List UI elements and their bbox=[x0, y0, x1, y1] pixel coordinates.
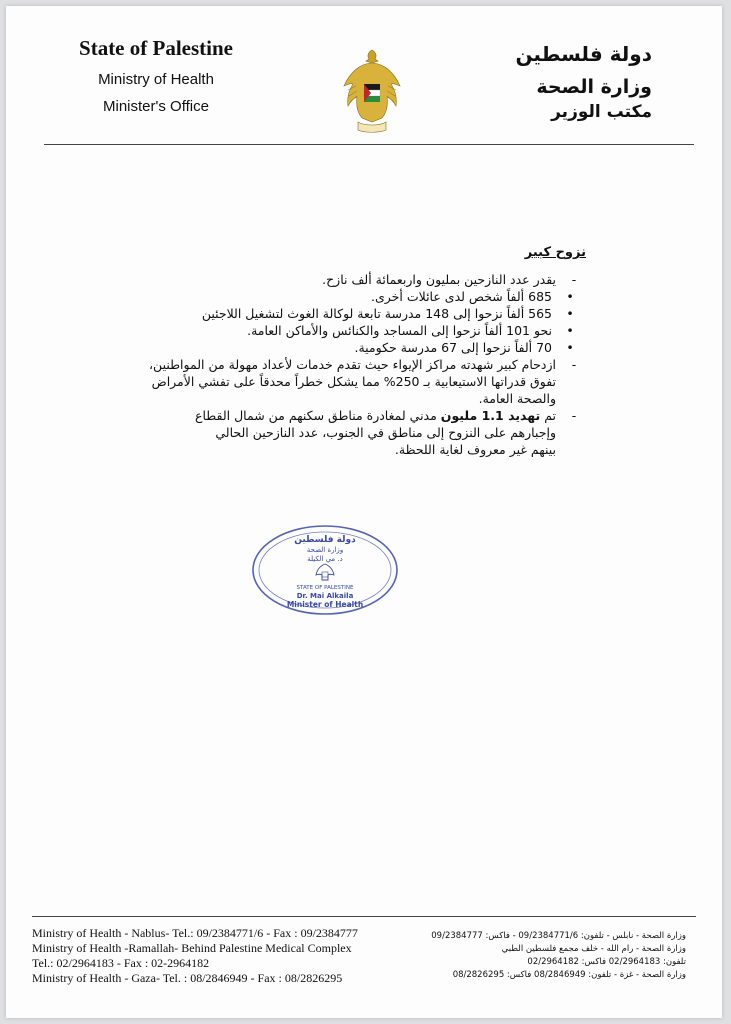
palestine-eagle-emblem-icon bbox=[340, 46, 404, 136]
stamp-ar-line-1: دولة فلسطين bbox=[294, 535, 356, 545]
threat-rest: مدني لمغادرة مناطق سكنهم من شمال القطاع bbox=[194, 408, 437, 423]
footer-ar-line: تلفون: 02/2964183 فاكس: 02/2964182 bbox=[527, 957, 686, 967]
sub-item-text: 685 ألفاً شخص لدى عائلات أخرى. bbox=[371, 289, 552, 304]
footer-en-line: Ministry of Health -Ramallah- Behind Palestine Medical Complex bbox=[32, 941, 352, 955]
letter-body bbox=[146, 244, 586, 458]
footer-divider bbox=[32, 916, 696, 917]
threat-line-3: بينهم غير معروف لغاية اللحظة. bbox=[394, 442, 556, 457]
stamp-en-line-3: Minister of Health bbox=[286, 600, 364, 609]
list-item bbox=[146, 339, 586, 356]
dash-bullet: - bbox=[571, 272, 577, 287]
letter-page bbox=[6, 6, 722, 1018]
list-item bbox=[146, 322, 586, 339]
list-item bbox=[146, 271, 586, 288]
sub-item-text: 565 ألفاً نزحوا إلى 148 مدرسة تابعة لوكالة الغوث لتشغيل اللاجئين bbox=[201, 306, 552, 321]
stamp-eagle-icon bbox=[316, 564, 334, 580]
header-arabic bbox=[515, 42, 652, 122]
crowding-text: ازدحام كبير شهدته مراكز الإيواء حيث تقدم خدمات لأعداد مهولة من المواطنين، تفوق قدراتها الاستيعابية بـ 250% مما يشكل خطراً محدقاً على تفشي الأمراض والصحة العامة. bbox=[149, 357, 556, 406]
section-title: نزوح كبير bbox=[524, 245, 586, 260]
dot-bullet: • bbox=[566, 306, 574, 321]
dot-bullet: • bbox=[566, 289, 574, 304]
official-stamp bbox=[250, 522, 400, 618]
dot-bullet: • bbox=[566, 340, 574, 355]
footer-ar-line: وزارة الصحة - نابلس - تلفون: 09/2384771/6 - فاكس: 09/2384777 bbox=[431, 931, 686, 941]
header-office-ar: مكتب الوزير bbox=[551, 102, 652, 122]
threat-continuation bbox=[146, 424, 586, 458]
header-state-en: State of Palestine bbox=[79, 36, 233, 60]
header-english bbox=[36, 36, 276, 115]
dash-bullet: - bbox=[571, 357, 577, 372]
footer-ar-line: وزارة الصحة - رام الله - خلف مجمع فلسطين الطبي bbox=[501, 944, 686, 954]
dash-bullet: - bbox=[571, 408, 577, 423]
stamp-en-line-1: STATE OF PALESTINE bbox=[296, 585, 354, 591]
stamp-ar-line-3: د. مي الكيلة bbox=[307, 555, 343, 563]
sub-item-text: 70 ألفاً نزحوا إلى 67 مدرسة حكومية. bbox=[354, 340, 552, 355]
threat-line-2: وإجبارهم على النزوح إلى مناطق في الجنوب، عدد النازحين الحالي bbox=[215, 425, 556, 440]
stamp-en-line-2: Dr. Mai Alkaila bbox=[296, 592, 354, 600]
header-ministry-en: Ministry of Health bbox=[98, 71, 214, 88]
footer-en-line: Tel.: 02/2964183 - Fax : 02-2964182 bbox=[32, 956, 210, 970]
list-item bbox=[146, 407, 586, 424]
header-state-ar: دولة فلسطين bbox=[515, 42, 652, 66]
footer-ar-line: وزارة الصحة - غزة - تلفون: 08/2846949 فاكس: 08/2826295 bbox=[452, 970, 686, 980]
header-office-en: Minister's Office bbox=[103, 98, 209, 115]
threat-bold: تهديد 1.1 مليون bbox=[440, 408, 541, 423]
intro-text: يقدر عدد النازحين بمليون واربعمائة ألف نازح. bbox=[322, 272, 556, 287]
list-item bbox=[146, 288, 586, 305]
dot-bullet: • bbox=[566, 323, 574, 338]
list-item bbox=[146, 305, 586, 322]
header-ministry-ar: وزارة الصحة bbox=[536, 76, 652, 98]
list-item bbox=[146, 356, 586, 407]
footer-en-line: Ministry of Health - Gaza- Tel. : 08/2846949 - Fax : 08/2826295 bbox=[32, 971, 343, 985]
footer-en-line: Ministry of Health - Nablus- Tel.: 09/2384771/6 - Fax : 09/2384777 bbox=[32, 926, 358, 940]
sub-item-text: نحو 101 ألفاً نزحوا إلى المساجد والكنائس والأماكن العامة. bbox=[247, 323, 552, 338]
stamp-ar-line-2: وزارة الصحة bbox=[306, 546, 344, 554]
threat-prefix: تم bbox=[544, 408, 556, 423]
footer-english bbox=[32, 926, 358, 986]
footer-arabic bbox=[431, 930, 686, 982]
header-divider bbox=[44, 144, 694, 145]
